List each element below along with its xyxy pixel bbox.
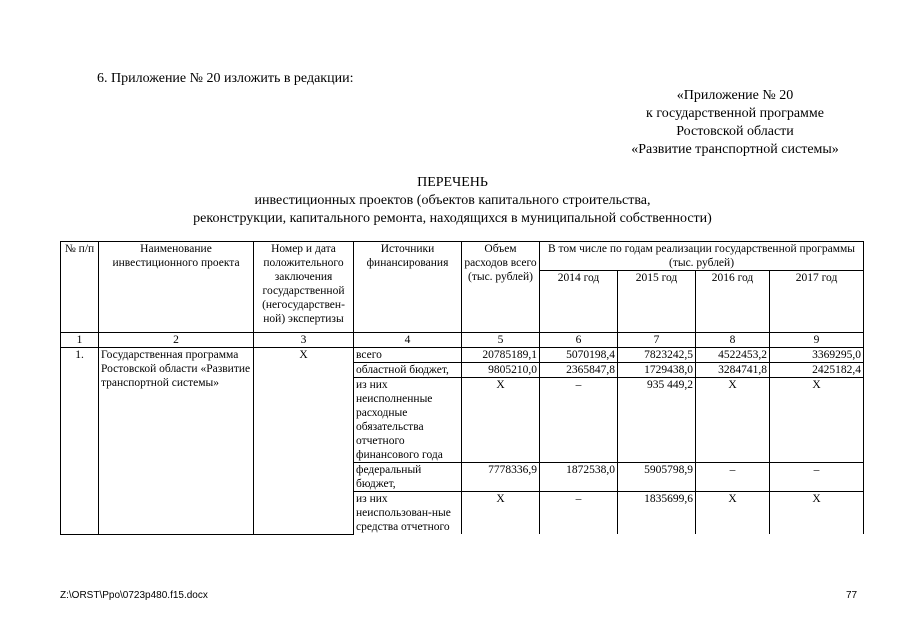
intro-text: 6. Приложение № 20 изложить в редакции: [97,71,354,86]
column-number: 8 [696,333,770,348]
header-years-group: В том числе по годам реализации государственной программы (тыс. рублей) [540,242,864,271]
column-number: 7 [618,333,696,348]
appendix-line: Ростовской области [676,124,794,139]
footer-file-path: Z:\ORST\Ppo\0723p480.f15.docx [60,590,208,601]
total-cell: Х [462,492,540,535]
year-2015-cell: 935 449,2 [618,378,696,463]
year-2014-cell: 2365847,8 [540,363,618,378]
year-2014-cell: 5070198,4 [540,348,618,363]
appendix-line: «Приложение № 20 [676,88,794,103]
table-row [61,348,864,363]
year-2016-cell: 3284741,8 [696,363,770,378]
year-2016-cell: Х [696,492,770,535]
total-cell: 9805210,0 [462,363,540,378]
list-title [0,174,905,228]
year-2016-cell: 4522453,2 [696,348,770,363]
header-total: Объем расходов всего (тыс. рублей) [462,242,540,333]
year-2015-cell: 5905798,9 [618,463,696,492]
year-2017-cell: Х [770,492,864,535]
year-2016-cell: – [696,463,770,492]
source-cell: из них неиспользован-ные средства отчетного [354,492,462,535]
year-2015-cell: 1835699,6 [618,492,696,535]
list-subtitle-line: реконструкции, капитального ремонта, находящихся в муниципальной собственности) [193,211,712,226]
header-row [61,242,864,271]
year-2017-cell: 2425182,4 [770,363,864,378]
header-year-2015: 2015 год [618,271,696,333]
header-expertise: Номер и дата положительного заключения государственной (негосударствен-ной) экспертизы [254,242,354,333]
project-expertise: Х [254,348,354,535]
year-2015-cell: 1729438,0 [618,363,696,378]
column-number: 4 [354,333,462,348]
list-heading: ПЕРЕЧЕНЬ [417,175,488,190]
total-cell: 20785189,1 [462,348,540,363]
column-number: 5 [462,333,540,348]
header-year-2016: 2016 год [696,271,770,333]
total-cell: Х [462,378,540,463]
appendix-reference [560,87,905,159]
header-year-2014: 2014 год [540,271,618,333]
project-num: 1. [61,348,99,535]
year-2017-cell: 3369295,0 [770,348,864,363]
column-numbers-row [61,333,864,348]
source-cell: всего [354,348,462,363]
investment-projects-table [60,241,864,535]
column-number: 3 [254,333,354,348]
year-2015-cell: 7823242,5 [618,348,696,363]
header-name: Наименование инвестиционного проекта [99,242,254,333]
total-cell: 7778336,9 [462,463,540,492]
source-cell: областной бюджет, [354,363,462,378]
column-number: 6 [540,333,618,348]
year-2017-cell: Х [770,378,864,463]
page-number: 77 [846,590,858,601]
list-subtitle-line: инвестиционных проектов (объектов капитального строительства, [254,193,651,208]
column-number: 2 [99,333,254,348]
year-2014-cell: 1872538,0 [540,463,618,492]
project-name: Государственная программа Ростовской области «Развитие транспортной системы» [99,348,254,535]
column-number: 1 [61,333,99,348]
appendix-line: «Развитие транспортной системы» [631,142,839,157]
year-2016-cell: Х [696,378,770,463]
header-sources: Источники финансирования [354,242,462,333]
column-number: 9 [770,333,864,348]
source-cell: федеральный бюджет, [354,463,462,492]
header-num: № п/п [61,242,99,333]
year-2014-cell: – [540,492,618,535]
header-year-2017: 2017 год [770,271,864,333]
year-2014-cell: – [540,378,618,463]
appendix-line: к государственной программе [646,106,824,121]
source-cell: из них неисполненные расходные обязательства отчетного финансового года [354,378,462,463]
year-2017-cell: – [770,463,864,492]
